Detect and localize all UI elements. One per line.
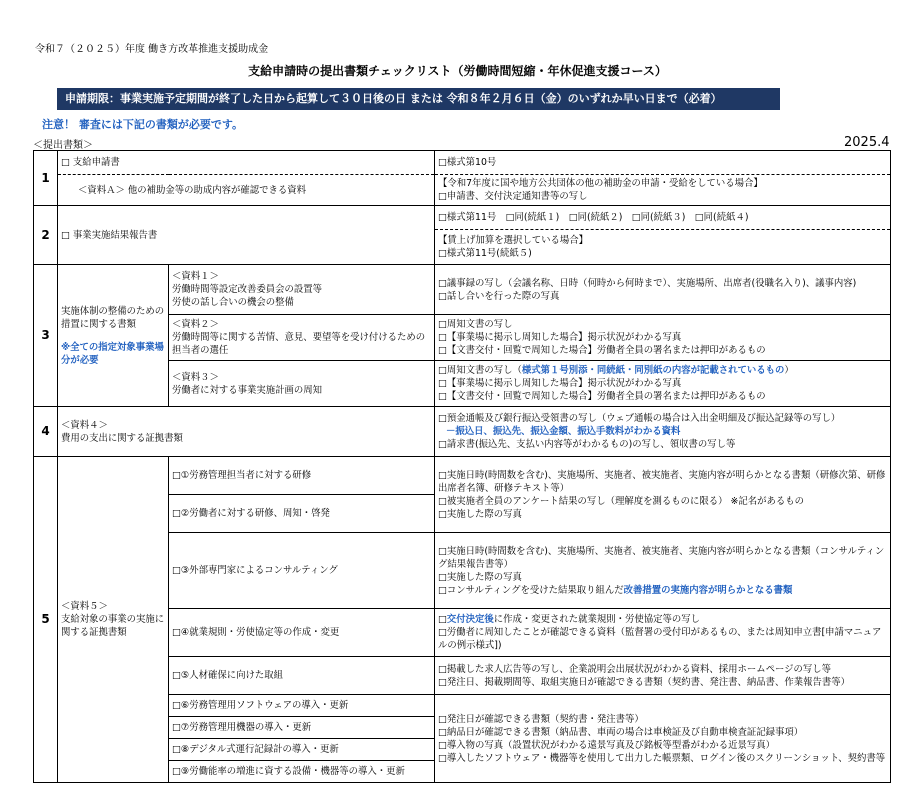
row-label: 実施体制の整備のための措置に関する書類 ※全ての指定対象事業場分が必要 <box>58 265 169 407</box>
required-doc: □様式第10号 <box>435 151 891 175</box>
row-label: ＜資料５＞ 支給対象の事業の実施に関する証拠書類 <box>58 457 169 783</box>
required-doc: 【令和7年度に国や地方公共団体の他の補助金の申請・受給をしている場合】 □申請書、交付決定通知書等の写し <box>435 175 891 206</box>
row-number: 2 <box>34 206 58 265</box>
sub-item-label: □⑥労務管理用ソフトウェアの導入・更新 <box>169 695 435 717</box>
notice-text: 注意！ 審査には下記の書類が必要です。 <box>42 118 243 131</box>
deadline-banner: 申請期限：事業実施予定期間が終了した日から起算して３０日後の日 または 令和８年２月６日（金）のいずれか早い日まで（必着） <box>57 88 780 110</box>
required-doc: □預金通帳及び銀行振込受領書の写し（ウェブ通帳の場合は入出金明細及び振込記録等の写し） －振込日、振込先、振込金額、振込手数料がわかる資料 □請求書(振込先、支払い内容等がわかるもの)の写し、領収書の写し等 <box>435 407 891 457</box>
checklist-table <box>33 150 891 783</box>
sub-item-label: □⑧デジタル式運行記録計の導入・更新 <box>169 739 435 761</box>
row-number: 1 <box>34 151 58 206</box>
required-doc: □実施日時(時間数を含む)、実施場所、実施者、被実施者、実施内容が明らかとなる書類（コンサルティング結果報告書等） □実施した際の写真 □コンサルティングを受けた結果取り組んだ改善措置の実施内容が明らかとなる書類 <box>435 533 891 609</box>
sub-item-label: □⑤人材確保に向けた取組 <box>169 657 435 695</box>
required-doc: 【賃上げ加算を選択している場合】 □様式第11号(続紙５) <box>435 230 891 265</box>
required-doc: □交付決定後に作成・変更された就業規則・労使協定等の写し □労働者に周知したことが確認できる資料（監督署の受付印があるもの、または周知申立書[申請マニュアルの例示様式]) <box>435 609 891 657</box>
revision-date: 2025.4 <box>844 135 890 150</box>
sub-item-label: □⑦労務管理用機器の導入・更新 <box>169 717 435 739</box>
sub-item-label: ＜資料３＞ 労働者に対する事業実施計画の周知 <box>169 361 435 407</box>
row-number: 4 <box>34 407 58 457</box>
row-label: □ 事業実施結果報告書 <box>58 206 435 265</box>
required-doc: □掲載した求人広告等の写し、企業説明会出展状況がわかる資料、採用ホームページの写し等 □発注日、掲載期間等、取組実施日が確認できる書類（契約書、発注書、納品書、作業報告書等） <box>435 657 891 695</box>
table-row <box>34 151 891 175</box>
table-row <box>34 175 891 206</box>
row-label: ＜資料Ａ＞ 他の補助金等の助成内容が確認できる資料 <box>58 175 435 206</box>
sub-item-label: □②労働者に対する研修、周知・啓発 <box>169 495 435 533</box>
table-row <box>34 407 891 457</box>
required-doc: □議事録の写し（会議名称、日時（何時から何時まで）、実施場所、出席者(役職名入り)、議事内容) □話し合いを行った際の写真 <box>435 265 891 315</box>
sub-item-label: ＜資料２＞ 労働時間等に関する苦情、意見、要望等を受け付けるための担当者の選任 <box>169 315 435 361</box>
page-title: 支給申請時の提出書類チェックリスト（労働時間短縮・年休促進支援コース） <box>248 64 667 78</box>
year-line: 令和７（２０２５）年度 働き方改革推進支援助成金 <box>35 44 269 55</box>
required-doc: □実施日時(時間数を含む)、実施場所、実施者、被実施者、実施内容が明らかとなる書類（研修次第、研修出席者名簿、研修テキスト等） □被実施者全員のアンケート結果の写し（理解度を測るものに限る） ※記名があるもの □実施した際の写真 <box>435 457 891 533</box>
required-doc: □発注日が確認できる書類（契約書・発注書等） □納品日が確認できる書類（納品書、車両の場合は車検証及び自動車検査証記録事項） □導入物の写真（設置状況がわかる遠景写真及び銘板等型番がわかる近景写真） □導入したソフトウェア・機器等を使用して出力した帳票類、ログイン後のスクリーンショット、契約書等 <box>435 695 891 783</box>
row-number: 3 <box>34 265 58 407</box>
sub-item-label: □①労務管理担当者に対する研修 <box>169 457 435 495</box>
row-label: ＜資料４＞ 費用の支出に関する証拠書類 <box>58 407 435 457</box>
sub-item-label: □④就業規則・労使協定等の作成・変更 <box>169 609 435 657</box>
table-row <box>34 206 891 230</box>
required-doc: □様式第11号 □同(続紙１) □同(続紙２) □同(続紙３) □同(続紙４) <box>435 206 891 230</box>
sub-item-label: □⑨労働能率の増進に資する設備・機器等の導入・更新 <box>169 761 435 783</box>
sub-item-label: □③外部専門家によるコンサルティング <box>169 533 435 609</box>
row-label: □ 支給申請書 <box>58 151 435 175</box>
required-doc: □周知文書の写し（様式第１号別添・同続紙・同別紙の内容が記載されているもの） □【事業場に掲示し周知した場合】掲示状況がわかる写真 □【文書交付・回覧で周知した場合】労働者全員の署名または押印があるもの <box>435 361 891 407</box>
section-subheading: ＜提出書類＞ <box>33 140 93 151</box>
row-number: 5 <box>34 457 58 783</box>
sub-item-label: ＜資料１＞ 労働時間等設定改善委員会の設置等 労使の話し合いの機会の整備 <box>169 265 435 315</box>
table-row <box>34 457 891 495</box>
required-doc: □周知文書の写し □【事業場に掲示し周知した場合】掲示状況がわかる写真 □【文書交付・回覧で周知した場合】労働者全員の署名または押印があるもの <box>435 315 891 361</box>
table-row <box>34 265 891 315</box>
